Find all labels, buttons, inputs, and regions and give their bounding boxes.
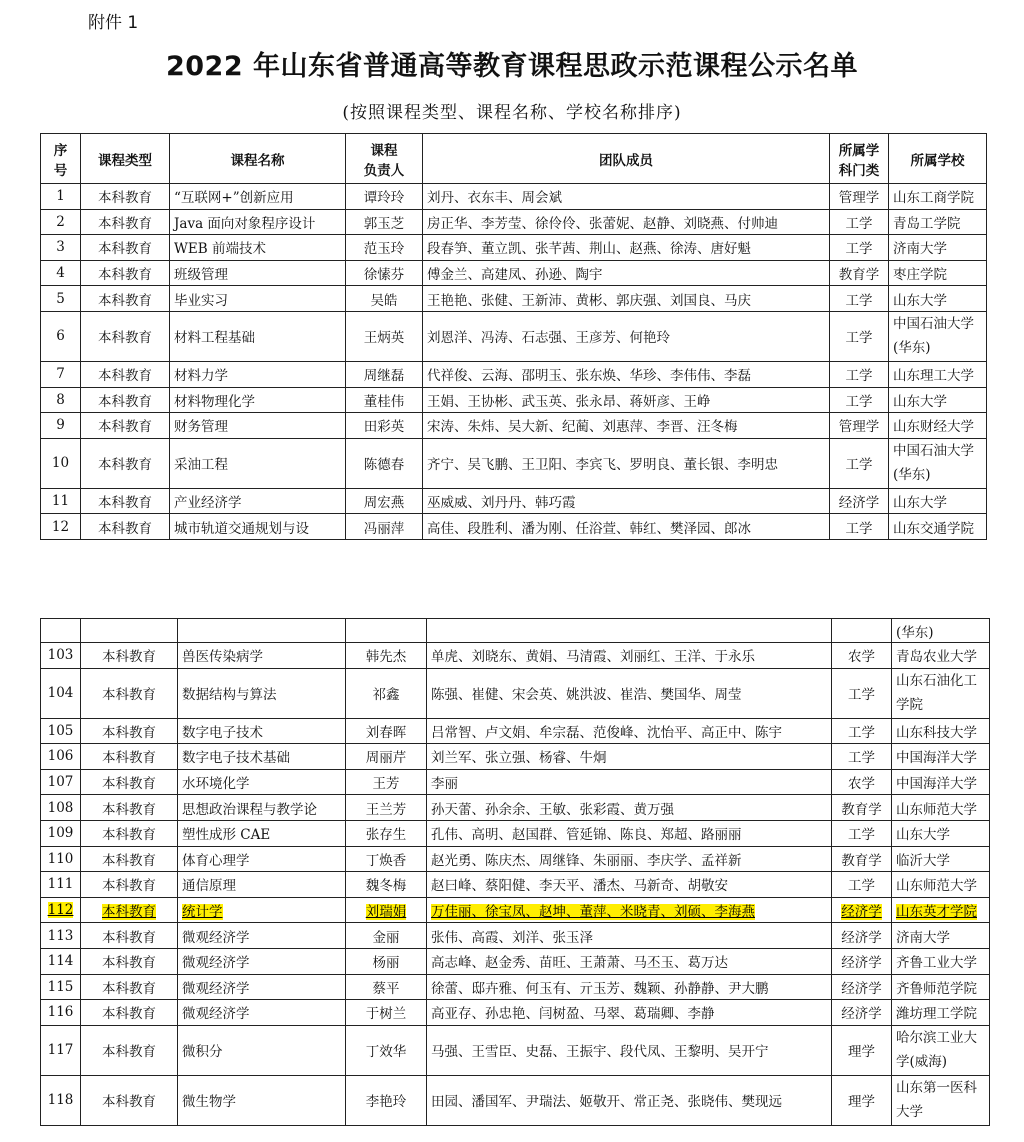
- row-number: 7: [56, 366, 65, 383]
- row-number: 111: [47, 876, 74, 893]
- table-row: [41, 897, 990, 923]
- school-name: 哈尔滨工业大学(威海): [896, 1030, 977, 1071]
- row-number: 3: [56, 239, 65, 256]
- course-leader: 丁焕香: [365, 852, 407, 869]
- team-members: 张伟、高霞、刘洋、张玉泽: [431, 929, 593, 946]
- course-name: 采油工程: [174, 457, 228, 474]
- school-name: 济南大学: [893, 241, 947, 258]
- team-members: 陈强、崔健、宋会英、姚洪波、崔浩、樊国华、周莹: [431, 687, 742, 704]
- course-type: 本科教育: [102, 801, 156, 818]
- table-row: [41, 235, 987, 261]
- team-members: 齐宁、吴飞鹏、王卫阳、李宾飞、罗明良、董长银、李明忠: [427, 457, 778, 474]
- discipline-category: 工学: [848, 827, 875, 844]
- table-row: [41, 1025, 990, 1075]
- course-type: 本科教育: [98, 267, 152, 284]
- course-type: 本科教育: [102, 649, 156, 666]
- header-no: 序 号: [41, 134, 81, 184]
- table-row: [41, 514, 987, 540]
- team-members: 单虎、刘晓东、黄娟、马清霞、刘丽红、王洋、于永乐: [431, 649, 755, 666]
- course-name: 微观经济学: [182, 980, 250, 997]
- discipline-category: 经济学: [841, 1006, 882, 1023]
- table-row: [41, 361, 987, 387]
- header-leader: 课程 负责人: [346, 134, 423, 184]
- table-row: [41, 643, 990, 669]
- course-name: 数字电子技术基础: [182, 750, 290, 767]
- row-number: 116: [47, 1004, 74, 1021]
- school-name: 中国海洋大学: [896, 776, 977, 793]
- course-name: 微观经济学: [182, 1006, 250, 1023]
- course-name: 微观经济学: [182, 955, 250, 972]
- team-members: 孙天蕾、孙余余、王敏、张彩霞、黄万强: [431, 801, 674, 818]
- course-name: 材料力学: [174, 368, 228, 385]
- course-name: 班级管理: [174, 267, 228, 284]
- discipline-category: 经济学: [841, 980, 882, 997]
- row-number: 109: [47, 825, 74, 842]
- discipline-category: 管理学: [838, 190, 880, 207]
- header-type: 课程类型: [81, 134, 170, 184]
- course-leader: 祁鑫: [372, 687, 400, 704]
- discipline-category: 经济学: [838, 495, 880, 512]
- discipline-category: 工学: [845, 215, 873, 232]
- school-name: 青岛工学院: [893, 215, 961, 232]
- table-row: [41, 846, 990, 872]
- school-name: 山东师范大学: [896, 801, 977, 818]
- course-leader: 王兰芳: [365, 801, 407, 818]
- row-number: 2: [56, 213, 65, 230]
- team-members: 刘丹、衣东丰、周会斌: [427, 190, 562, 207]
- course-leader: 张存生: [365, 827, 407, 844]
- course-leader: 郭玉芝: [363, 215, 405, 232]
- course-leader: 魏冬梅: [365, 878, 407, 895]
- team-members: 赵光勇、陈庆杰、周继锋、朱丽丽、李庆学、孟祥新: [431, 852, 742, 869]
- row-number: 107: [47, 774, 74, 791]
- discipline-category: 工学: [845, 330, 873, 347]
- team-members: 马强、王雪臣、史磊、王振宇、段代凤、王黎明、吴开宁: [431, 1044, 769, 1061]
- carryover-row: [41, 619, 990, 643]
- school-name: 中国海洋大学: [896, 750, 977, 767]
- course-leader: 韩先杰: [365, 649, 407, 666]
- course-leader: 周宏燕: [363, 495, 405, 512]
- row-number: 8: [56, 391, 65, 408]
- discipline-category: 工学: [848, 724, 875, 741]
- table-row: [41, 1075, 990, 1125]
- course-leader: 周丽芹: [365, 750, 407, 767]
- team-members: 王娟、王协彬、武玉英、张永昂、蒋妍彦、王峥: [427, 393, 711, 410]
- table-row: [41, 820, 990, 846]
- team-members: 高志峰、赵金秀、苗旺、王萧萧、马丕玉、葛万达: [431, 955, 728, 972]
- course-name: 塑性成形 CAE: [182, 827, 271, 844]
- attachment-label: 附件 1: [88, 13, 139, 33]
- school-name: 齐鲁工业大学: [896, 955, 977, 972]
- course-leader: 冯丽萍: [363, 520, 405, 537]
- course-name: 产业经济学: [174, 495, 242, 512]
- course-leader: 李艳玲: [365, 1094, 407, 1111]
- course-name: 通信原理: [182, 878, 236, 895]
- table-row: [41, 1000, 990, 1026]
- table-row: [41, 948, 990, 974]
- school-name: 潍坊理工学院: [896, 1006, 977, 1023]
- course-leader: 于树兰: [365, 1006, 407, 1023]
- course-type: 本科教育: [102, 724, 156, 741]
- table-row: [41, 184, 987, 210]
- row-number: 12: [51, 518, 70, 535]
- row-number: 106: [47, 748, 74, 765]
- school-name: 枣庄学院: [893, 267, 947, 284]
- table-row: [41, 923, 990, 949]
- team-members: 段春笋、董立凯、张芊茜、荆山、赵燕、徐涛、唐好魁: [427, 241, 751, 258]
- table-row: [41, 974, 990, 1000]
- school-name: 中国石油大学(华东): [893, 443, 974, 484]
- header-school: 所属学校: [889, 134, 987, 184]
- course-name: 微积分: [182, 1044, 223, 1061]
- row-number: 118: [47, 1092, 74, 1109]
- row-number: 105: [47, 722, 74, 739]
- course-leader: 徐愫芬: [363, 267, 405, 284]
- discipline-category: 工学: [845, 457, 873, 474]
- course-name: 思想政治课程与教学论: [182, 801, 317, 818]
- course-leader: 范玉玲: [363, 241, 405, 258]
- course-leader: 周继磊: [363, 368, 405, 385]
- school-name: 山东工商学院: [893, 190, 974, 207]
- row-number: 112: [47, 902, 74, 919]
- discipline-category: 经济学: [841, 929, 882, 946]
- discipline-category: 管理学: [838, 419, 880, 436]
- table-row: [41, 668, 990, 718]
- course-table-page-2: [40, 618, 990, 1126]
- course-name: 水环境化学: [182, 776, 250, 793]
- course-name: 材料工程基础: [174, 330, 255, 347]
- course-type: 本科教育: [98, 190, 152, 207]
- course-type: 本科教育: [102, 904, 156, 921]
- team-members: 高佳、段胜利、潘为刚、任浴萱、韩红、樊泽园、郎冰: [427, 520, 751, 537]
- course-leader: 杨丽: [372, 955, 400, 972]
- team-members: 代祥俊、云海、邵明玉、张东焕、华珍、李伟伟、李磊: [427, 368, 751, 385]
- team-members: 刘兰军、张立强、杨睿、牛炯: [431, 750, 607, 767]
- row-number: 113: [47, 927, 74, 944]
- row-number: 104: [47, 685, 74, 702]
- row-number: 10: [51, 455, 70, 472]
- table-row: [41, 311, 987, 361]
- table-row: [41, 488, 987, 514]
- team-members: 高亚存、孙忠艳、闫树盈、马翠、葛瑞卿、李静: [431, 1006, 715, 1023]
- row-number: 6: [56, 328, 65, 345]
- carryover-school: (华东): [892, 619, 990, 643]
- course-type: 本科教育: [98, 241, 152, 258]
- table-body-page-1: [41, 184, 987, 540]
- course-type: 本科教育: [102, 878, 156, 895]
- course-type: 本科教育: [102, 929, 156, 946]
- discipline-category: 教育学: [841, 801, 882, 818]
- discipline-category: 工学: [845, 292, 873, 309]
- row-number: 9: [56, 417, 65, 434]
- course-name: 统计学: [182, 904, 223, 921]
- course-leader: 王芳: [372, 776, 400, 793]
- course-name: 体育心理学: [182, 852, 250, 869]
- school-name: 齐鲁师范学院: [896, 980, 977, 997]
- course-leader: 蔡平: [372, 980, 400, 997]
- discipline-category: 工学: [845, 368, 873, 385]
- course-type: 本科教育: [102, 687, 156, 704]
- team-members: 房正华、李芳莹、徐伶伶、张蕾妮、赵静、刘晓燕、付帅迪: [427, 215, 778, 232]
- course-type: 本科教育: [102, 1094, 156, 1111]
- discipline-category: 工学: [848, 687, 875, 704]
- school-name: 山东科技大学: [896, 724, 977, 741]
- course-type: 本科教育: [98, 393, 152, 410]
- course-name: 材料物理化学: [174, 393, 255, 410]
- header-team: 团队成员: [423, 134, 830, 184]
- course-type: 本科教育: [98, 457, 152, 474]
- table-row: [41, 438, 987, 488]
- row-number: 1: [56, 188, 65, 205]
- table-row: [41, 718, 990, 744]
- course-leader: 刘瑞娟: [365, 904, 407, 921]
- course-type: 本科教育: [98, 368, 152, 385]
- course-type: 本科教育: [102, 852, 156, 869]
- course-type: 本科教育: [98, 419, 152, 436]
- row-number: 110: [47, 850, 74, 867]
- course-type: 本科教育: [98, 330, 152, 347]
- course-name: 数字电子技术: [182, 724, 263, 741]
- team-members: 田园、潘国军、尹瑞法、姬敬开、常正尧、张晓伟、樊现远: [431, 1094, 782, 1111]
- team-members: 傅金兰、高建凤、孙逊、陶宇: [427, 267, 603, 284]
- header-category: 所属学 科门类: [830, 134, 889, 184]
- row-number: 5: [56, 290, 65, 307]
- course-name: 兽医传染病学: [182, 649, 263, 666]
- table-row: [41, 744, 990, 770]
- school-name: 临沂大学: [896, 852, 950, 869]
- discipline-category: 经济学: [841, 955, 882, 972]
- row-number: 114: [47, 953, 74, 970]
- team-members: 刘恩洋、冯涛、石志强、王彦芳、何艳玲: [427, 330, 670, 347]
- team-members: 巫威威、刘丹丹、韩巧霞: [427, 495, 576, 512]
- course-name: 微生物学: [182, 1094, 236, 1111]
- table-row: [41, 209, 987, 235]
- course-type: 本科教育: [102, 750, 156, 767]
- course-leader: 吴皓: [370, 292, 398, 309]
- school-name: 山东英才学院: [896, 904, 977, 921]
- discipline-category: 经济学: [841, 904, 882, 921]
- team-members: 孔伟、高明、赵国群、管延锦、陈良、郑超、路丽丽: [431, 827, 742, 844]
- discipline-category: 理学: [848, 1094, 875, 1111]
- discipline-category: 工学: [845, 520, 873, 537]
- row-number: 115: [47, 978, 74, 995]
- team-members: 吕常智、卢文娟、牟宗磊、范俊峰、沈怡平、高正中、陈宇: [431, 724, 782, 741]
- course-leader: 谭玲玲: [363, 190, 405, 207]
- school-name: 山东第一医科大学: [896, 1080, 977, 1121]
- school-name: 山东交通学院: [893, 520, 974, 537]
- course-type: 本科教育: [102, 827, 156, 844]
- team-members: 宋涛、朱炜、吴大新、纪蔺、刘惠萍、李晋、汪冬梅: [427, 419, 738, 436]
- school-name: 山东财经大学: [893, 419, 974, 436]
- team-members: 李丽: [431, 776, 458, 793]
- row-number: 103: [47, 647, 74, 664]
- course-leader: 刘春晖: [365, 724, 407, 741]
- school-name: 山东大学: [896, 827, 950, 844]
- discipline-category: 教育学: [838, 267, 880, 284]
- course-type: 本科教育: [102, 955, 156, 972]
- row-number: 4: [56, 265, 65, 282]
- course-table-page-1: [40, 133, 987, 540]
- discipline-category: 农学: [848, 649, 875, 666]
- school-name: 山东大学: [893, 495, 947, 512]
- course-name: 城市轨道交通规划与设: [174, 520, 309, 537]
- page-subtitle: (按照课程类型、课程名称、学校名称排序): [342, 103, 682, 123]
- row-number: 108: [47, 799, 74, 816]
- school-name: 山东理工大学: [893, 368, 974, 385]
- discipline-category: 工学: [845, 393, 873, 410]
- course-type: 本科教育: [98, 215, 152, 232]
- course-leader: 田彩英: [363, 419, 405, 436]
- course-type: 本科教育: [102, 776, 156, 793]
- course-name: 毕业实习: [174, 292, 228, 309]
- team-members: 万佳丽、徐宝凤、赵坤、董萍、米晓青、刘硕、李海燕: [431, 904, 755, 921]
- course-name: “互联网+”创新应用: [174, 190, 294, 207]
- school-name: 山东师范大学: [896, 878, 977, 895]
- table-body-page-2: [41, 619, 990, 1126]
- team-members: 王艳艳、张健、王新沛、黄彬、郭庆强、刘国良、马庆: [427, 292, 751, 309]
- table-row: [41, 260, 987, 286]
- school-name: 青岛农业大学: [896, 649, 977, 666]
- school-name: 山东大学: [893, 393, 947, 410]
- course-type: 本科教育: [98, 495, 152, 512]
- school-name: 中国石油大学(华东): [893, 316, 974, 357]
- row-number: 11: [51, 493, 70, 510]
- school-name: 山东大学: [893, 292, 947, 309]
- table-row: [41, 286, 987, 312]
- school-name: 济南大学: [896, 929, 950, 946]
- discipline-category: 工学: [848, 750, 875, 767]
- course-type: 本科教育: [98, 520, 152, 537]
- team-members: 赵曰峰、蔡阳健、李天平、潘杰、马新奇、胡敬安: [431, 878, 728, 895]
- course-leader: 陈德春: [363, 457, 405, 474]
- table-header-row: [41, 134, 987, 184]
- table-row: [41, 413, 987, 439]
- discipline-category: 农学: [848, 776, 875, 793]
- course-name: 微观经济学: [182, 929, 250, 946]
- discipline-category: 理学: [848, 1044, 875, 1061]
- page-title: 2022 年山东省普通高等教育课程思政示范课程公示名单: [165, 51, 859, 82]
- discipline-category: 教育学: [841, 852, 882, 869]
- row-number: 117: [47, 1042, 74, 1059]
- table-row: [41, 387, 987, 413]
- discipline-category: 工学: [845, 241, 873, 258]
- table-row: [41, 795, 990, 821]
- course-name: WEB 前端技术: [174, 241, 266, 258]
- course-type: 本科教育: [102, 1044, 156, 1061]
- course-leader: 王炳英: [363, 330, 405, 347]
- course-leader: 董桂伟: [363, 393, 405, 410]
- table-row: [41, 872, 990, 898]
- course-type: 本科教育: [102, 980, 156, 997]
- discipline-category: 工学: [848, 878, 875, 895]
- course-name: Java 面向对象程序设计: [174, 215, 316, 232]
- course-leader: 金丽: [372, 929, 400, 946]
- course-leader: 丁效华: [365, 1044, 407, 1061]
- table-row: [41, 769, 990, 795]
- course-type: 本科教育: [102, 1006, 156, 1023]
- school-name: 山东石油化工学院: [896, 673, 977, 714]
- course-name: 财务管理: [174, 419, 228, 436]
- header-name: 课程名称: [170, 134, 346, 184]
- team-members: 徐蕾、邸卉雅、何玉有、亓玉芳、魏颖、孙静静、尹大鹏: [431, 980, 769, 997]
- course-name: 数据结构与算法: [182, 687, 277, 704]
- course-type: 本科教育: [98, 292, 152, 309]
